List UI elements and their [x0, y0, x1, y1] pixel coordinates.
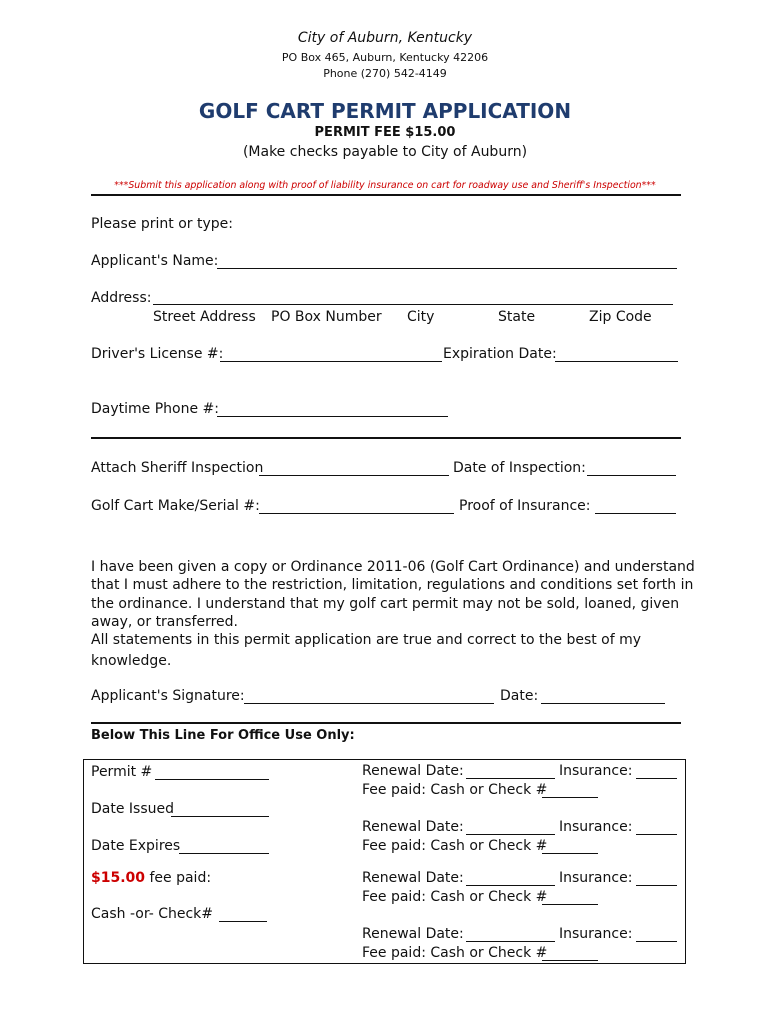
address-pobox-caption: PO Box Number	[271, 309, 382, 325]
statement-line: the ordinance. I understand that my golf cart permit may not be sold, loaned, given	[91, 596, 680, 612]
fee-amount: $15.00	[91, 870, 146, 886]
address-field[interactable]	[153, 304, 673, 305]
renewal-date-label: Renewal Date:	[362, 819, 464, 835]
address-label: Address:	[91, 290, 152, 306]
applicant-name-label: Applicant's Name:	[91, 253, 219, 269]
renewal-date-field[interactable]	[466, 885, 555, 886]
insurance-field[interactable]	[636, 778, 677, 779]
renewal-date-field[interactable]	[466, 941, 555, 942]
payable-note: (Make checks payable to City of Auburn)	[242, 144, 528, 160]
fee-paid-cash-label: Fee paid: Cash or Check #	[362, 889, 548, 905]
statement-line: knowledge.	[91, 653, 172, 669]
applicant-name-field[interactable]	[217, 268, 677, 269]
proof-of-insurance-label: Proof of Insurance:	[459, 498, 591, 514]
proof-of-insurance-field[interactable]	[595, 513, 676, 514]
insurance-label: Insurance:	[559, 926, 633, 942]
city-phone: Phone (270) 542-4149	[323, 67, 447, 80]
address-city-caption: City	[407, 309, 435, 325]
drivers-license-label: Driver's License #:	[91, 346, 224, 362]
page-title: GOLF CART PERMIT APPLICATION	[198, 99, 572, 123]
cash-check-label: Cash -or- Check#	[91, 906, 214, 922]
fee-paid-cash-label: Fee paid: Cash or Check #	[362, 782, 548, 798]
signature-field[interactable]	[244, 703, 494, 704]
address-zip-caption: Zip Code	[589, 309, 652, 325]
expiration-date-label: Expiration Date:	[443, 346, 557, 362]
fee-paid-label: fee paid:	[149, 870, 212, 886]
renewal-date-label: Renewal Date:	[362, 870, 464, 886]
renewal-date-label: Renewal Date:	[362, 926, 464, 942]
make-serial-field[interactable]	[259, 513, 454, 514]
fee-paid-cash-label: Fee paid: Cash or Check #	[362, 838, 548, 854]
sheriff-inspection-field[interactable]	[259, 475, 449, 476]
city-address: PO Box 465, Auburn, Kentucky 42206	[281, 51, 489, 64]
make-serial-label: Golf Cart Make/Serial #:	[91, 498, 260, 514]
insurance-field[interactable]	[636, 834, 677, 835]
submission-notice: ***Submit this application along with proof of liability insurance on cart for roadway use and Sheriff's Inspection***	[114, 180, 656, 191]
permit-number-label: Permit #	[91, 764, 153, 780]
date-expires-label: Date Expires	[91, 838, 181, 854]
insurance-label: Insurance:	[559, 870, 633, 886]
sheriff-inspection-label: Attach Sheriff Inspection	[91, 460, 264, 476]
statement-line: that I must adhere to the restriction, limitation, regulations and conditions set forth in	[91, 577, 694, 593]
date-expires-field[interactable]	[179, 853, 269, 854]
office-divider	[91, 722, 681, 724]
check-number-field[interactable]	[542, 853, 598, 854]
city-name: City of Auburn, Kentucky	[297, 30, 473, 46]
daytime-phone-field[interactable]	[217, 416, 448, 417]
office-use-heading: Below This Line For Office Use Only:	[91, 728, 355, 743]
date-issued-field[interactable]	[171, 816, 269, 817]
insurance-field[interactable]	[636, 941, 677, 942]
renewal-date-field[interactable]	[466, 834, 555, 835]
daytime-phone-label: Daytime Phone #:	[91, 401, 219, 417]
expiration-date-field[interactable]	[555, 361, 678, 362]
section-divider	[91, 437, 681, 439]
renewal-date-field[interactable]	[466, 778, 555, 779]
statement-line: away, or transferred.	[91, 614, 239, 630]
address-state-caption: State	[498, 309, 536, 325]
drivers-license-field[interactable]	[220, 361, 442, 362]
statement-line: I have been given a copy or Ordinance 2011-06 (Golf Cart Ordinance) and understand	[91, 559, 695, 575]
header-divider	[91, 194, 681, 196]
date-of-inspection-field[interactable]	[587, 475, 676, 476]
renewal-date-label: Renewal Date:	[362, 763, 464, 779]
date-issued-label: Date Issued	[91, 801, 175, 817]
fee-paid-line	[91, 870, 211, 886]
print-instruction: Please print or type:	[91, 216, 233, 232]
fee-paid-cash-label: Fee paid: Cash or Check #	[362, 945, 548, 961]
cash-check-field[interactable]	[219, 921, 267, 922]
statement-line: All statements in this permit application are true and correct to the best of my	[91, 632, 642, 648]
signature-label: Applicant's Signature:	[91, 688, 245, 704]
check-number-field[interactable]	[542, 904, 598, 905]
insurance-label: Insurance:	[559, 819, 633, 835]
check-number-field[interactable]	[542, 797, 598, 798]
signature-date-field[interactable]	[541, 703, 665, 704]
insurance-field[interactable]	[636, 885, 677, 886]
address-street-caption: Street Address	[153, 309, 256, 325]
permit-number-field[interactable]	[155, 779, 269, 780]
signature-date-label: Date:	[500, 688, 539, 704]
date-of-inspection-label: Date of Inspection:	[453, 460, 586, 476]
insurance-label: Insurance:	[559, 763, 633, 779]
permit-fee: PERMIT FEE $15.00	[314, 125, 456, 140]
check-number-field[interactable]	[542, 960, 598, 961]
